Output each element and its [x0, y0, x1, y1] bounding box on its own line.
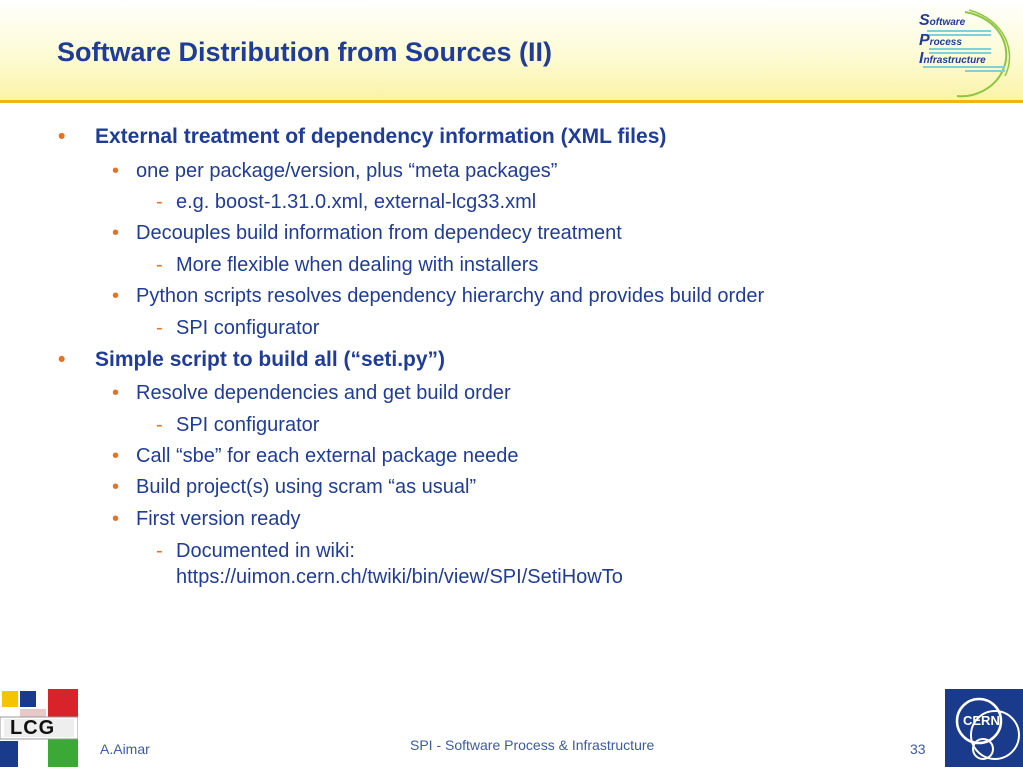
lcg-logo-text: LCG: [10, 717, 56, 739]
bullet-marker: -: [156, 414, 163, 436]
footer-title: SPI - Software Process & Infrastructure: [410, 737, 655, 753]
bullet-text: Call “sbe” for each external package neede: [136, 445, 519, 467]
bullet-text: Documented in wiki:: [176, 540, 355, 562]
bullet-text: SPI configurator: [176, 414, 320, 436]
bullet-text: Resolve dependencies and get build order: [136, 382, 511, 404]
spi-logo-line3: Infrastructure: [919, 50, 986, 67]
bullet-marker: •: [58, 125, 66, 148]
bullet-marker: -: [156, 317, 163, 339]
bullet-marker: •: [112, 445, 120, 467]
bullet-text: Python scripts resolves dependency hierarchy and provides build order: [136, 285, 765, 307]
bullet-marker: •: [58, 348, 66, 371]
bullet-text: More flexible when dealing with installers: [176, 254, 539, 276]
bullet-marker: •: [112, 160, 120, 182]
bullet-text: Decouples build information from dependecy treatment: [136, 222, 622, 244]
page-number: 33: [910, 741, 926, 757]
bullet-text: First version ready: [136, 508, 301, 530]
bullet-text: Simple script to build all (“seti.py”): [95, 348, 446, 371]
bullet-marker: -: [156, 254, 163, 276]
bullet-text: SPI configurator: [176, 317, 320, 339]
bullet-marker: •: [112, 382, 120, 404]
bullet-text: External treatment of dependency information (XML files): [95, 125, 667, 148]
bullet-marker: -: [156, 540, 163, 562]
lcg-logo: [0, 689, 78, 767]
slide-title: Software Distribution from Sources (II): [57, 37, 553, 67]
bullet-marker: -: [156, 191, 163, 213]
wiki-link-text[interactable]: https://uimon.cern.ch/twiki/bin/view/SPI/SetiHowTo: [176, 566, 623, 588]
bullet-marker: •: [112, 476, 120, 498]
cern-logo-icon: [945, 689, 1023, 767]
bullet-text: Build project(s) using scram “as usual”: [136, 476, 477, 498]
bullet-marker: •: [112, 285, 120, 307]
footer-author: A.Aimar: [100, 741, 150, 757]
bullet-marker: •: [112, 508, 120, 530]
spi-logo-line2: Process: [919, 32, 962, 49]
bullet-text: one per package/version, plus “meta packages”: [136, 160, 558, 182]
bullet-text: e.g. boost-1.31.0.xml, external-lcg33.xml: [176, 191, 537, 213]
spi-logo-line1: Software: [919, 12, 966, 29]
cern-logo-text: CERN: [963, 713, 1000, 728]
cern-logo: [945, 689, 1023, 767]
bullet-marker: •: [112, 222, 120, 244]
